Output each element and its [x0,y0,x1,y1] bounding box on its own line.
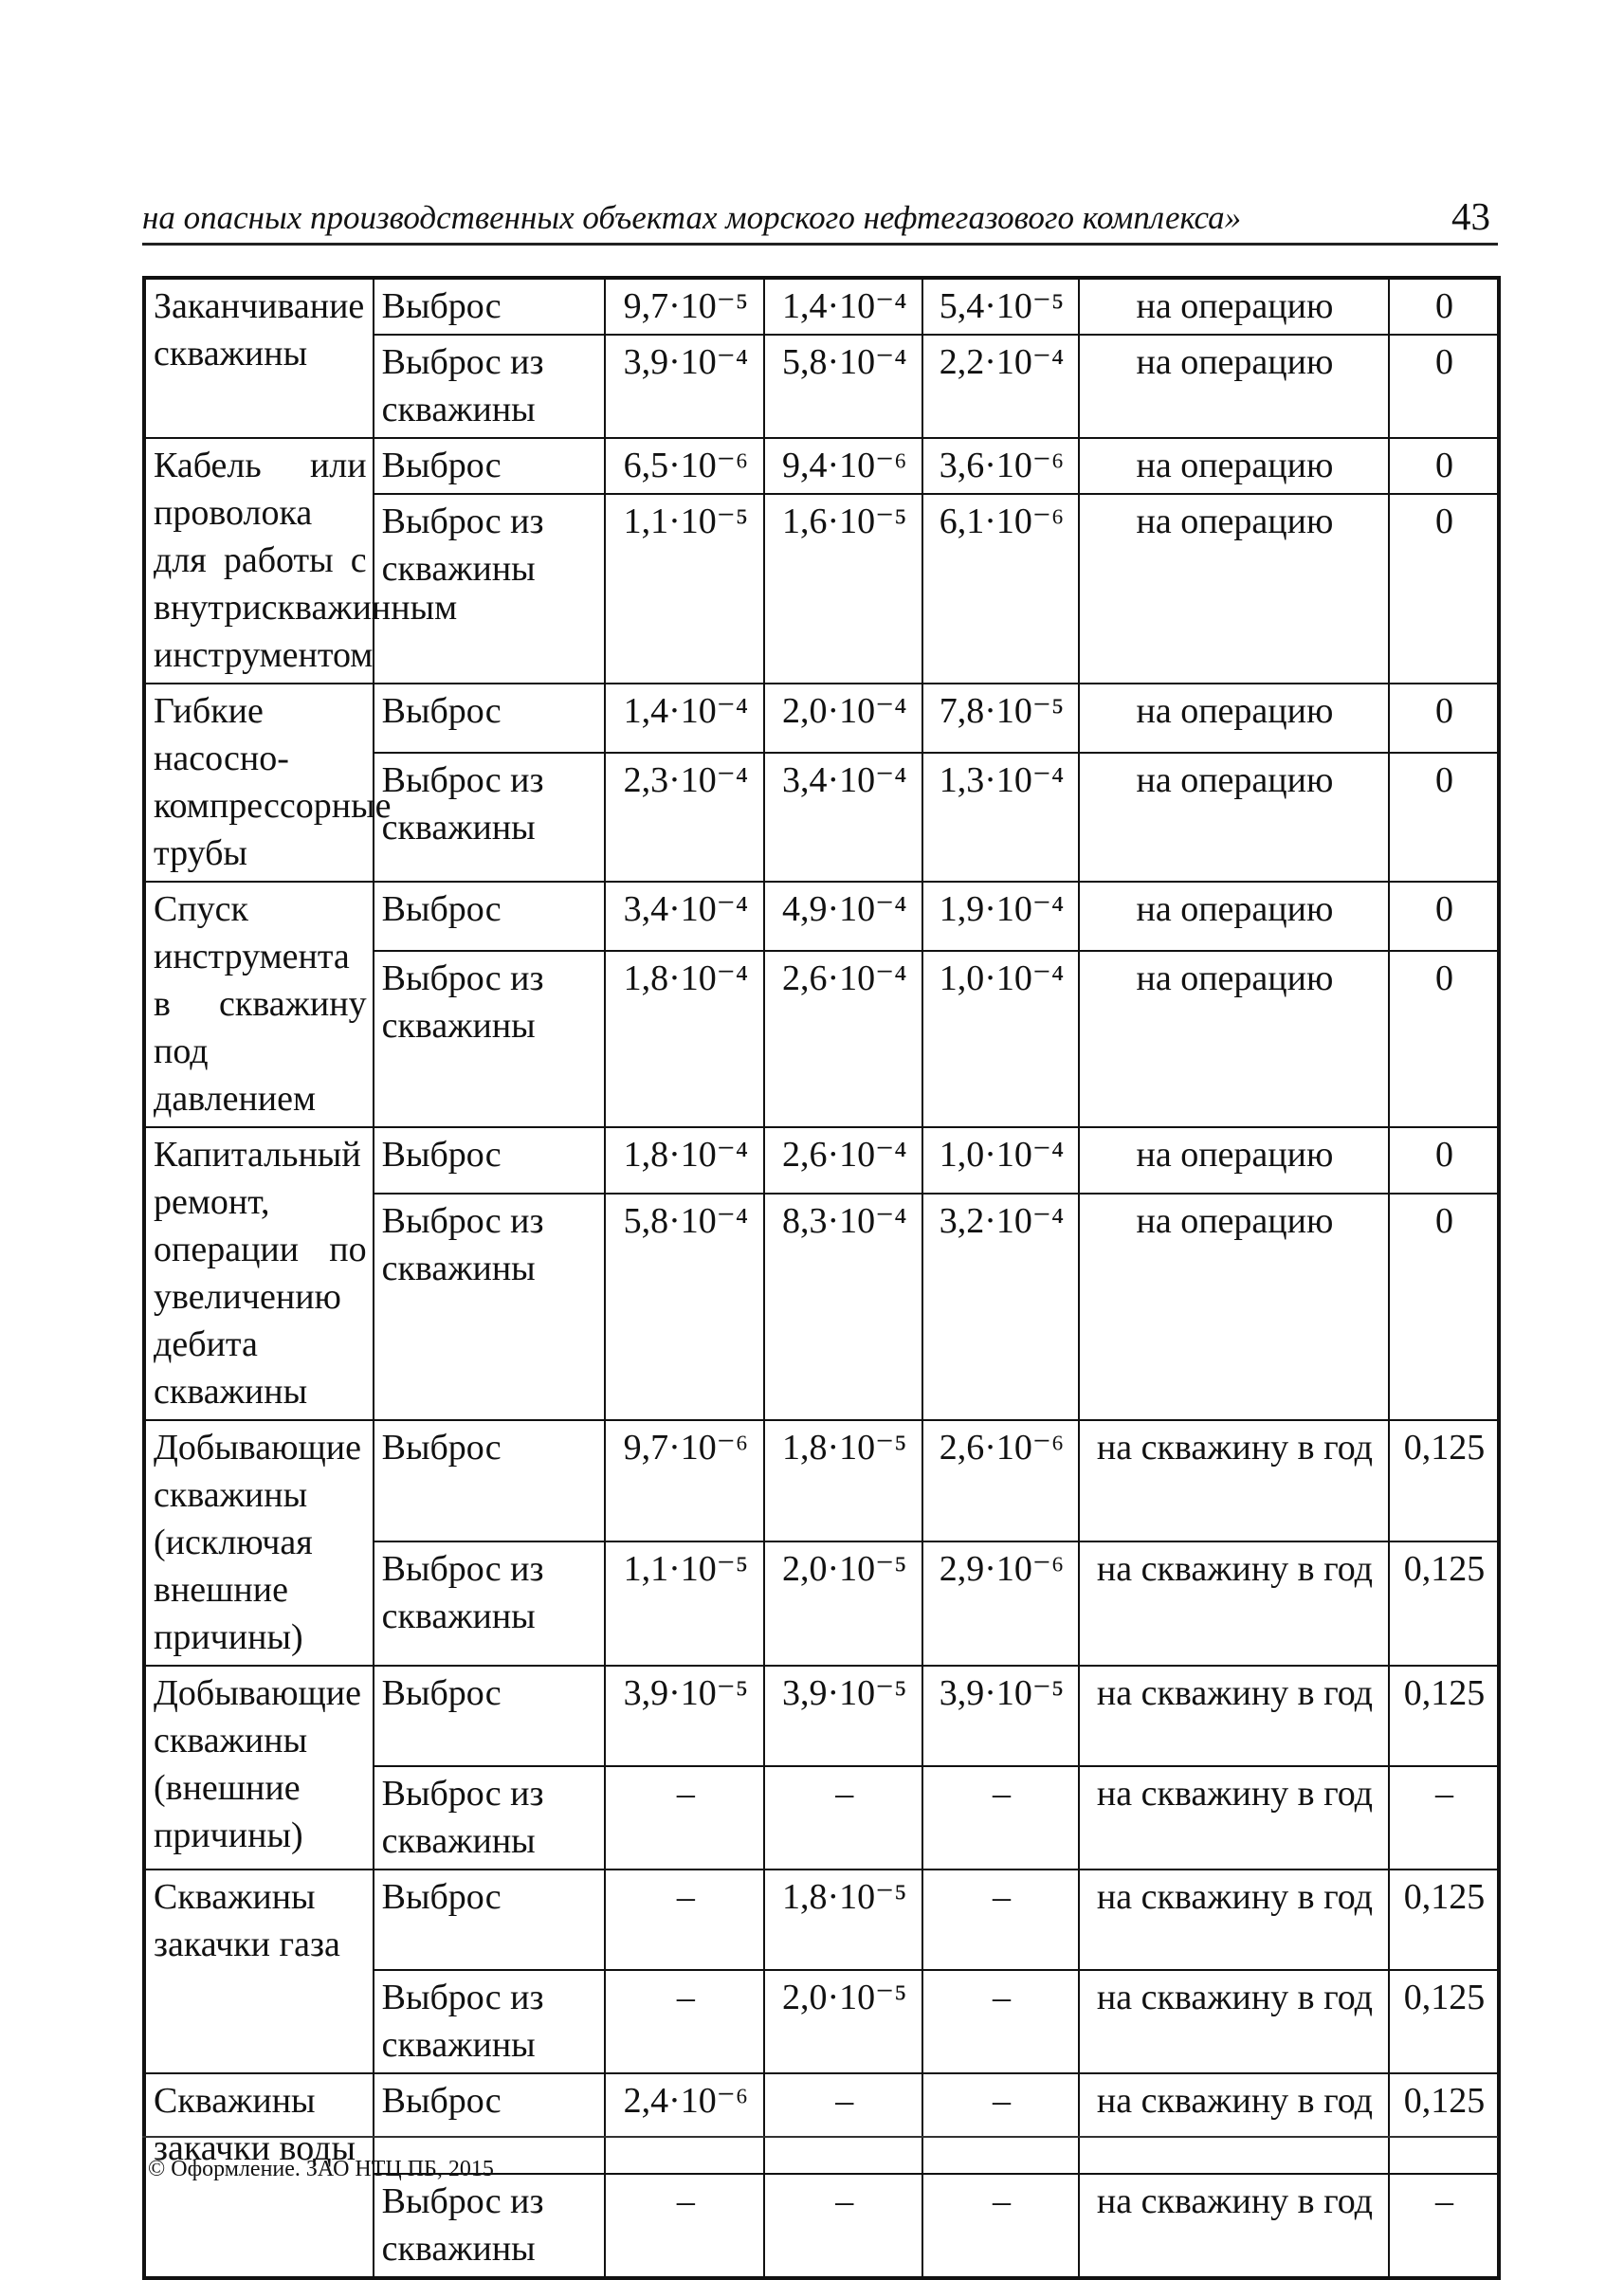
frequency-cell: – [605,2174,764,2278]
factor-cell: 0,125 [1389,1541,1499,1666]
event-cell: Выброс из скважины [374,1766,606,1870]
event-cell: Выброс из скважины [374,1541,606,1666]
event-cell: Выброс из скважины [374,753,606,882]
table-row [144,1420,1499,1541]
operation-cell: Скважины закачки газа [144,1870,374,2073]
table-row [144,1127,1499,1194]
factor-cell: 0,125 [1389,1970,1499,2073]
frequency-cell: – [922,1870,1079,1970]
frequency-cell: 1,9·10⁻⁴ [922,882,1079,951]
unit-cell: на скважину в год [1079,1970,1389,2073]
table-row [144,1870,1499,1970]
factor-cell: 0 [1389,278,1499,335]
event-cell: Выброс [374,1666,606,1766]
factor-cell: – [1389,1766,1499,1870]
factor-cell: 0 [1389,951,1499,1127]
unit-cell: на скважину в год [1079,1420,1389,1541]
page-footer [142,2136,1498,2181]
event-cell: Выброс [374,438,606,494]
event-cell: Выброс из скважины [374,2174,606,2278]
event-cell: Выброс из скважины [374,1970,606,2073]
frequency-cell: 1,8·10⁻⁵ [764,1870,922,1970]
unit-cell: на операцию [1079,1127,1389,1194]
frequency-cell: 2,0·10⁻⁵ [764,1541,922,1666]
factor-cell: 0 [1389,882,1499,951]
unit-cell: на операцию [1079,278,1389,335]
table-row [144,438,1499,494]
unit-cell: на скважину в год [1079,1666,1389,1766]
frequency-cell: 8,3·10⁻⁴ [764,1194,922,1420]
frequency-cell: 1,0·10⁻⁴ [922,1127,1079,1194]
frequency-cell: 1,1·10⁻⁵ [605,494,764,684]
frequency-cell: – [922,2174,1079,2278]
frequency-cell: 4,9·10⁻⁴ [764,882,922,951]
unit-cell: на операцию [1079,882,1389,951]
frequency-cell: 3,9·10⁻⁵ [764,1666,922,1766]
frequency-cell: 3,2·10⁻⁴ [922,1194,1079,1420]
frequency-cell: 3,9·10⁻⁵ [605,1666,764,1766]
operation-cell: Добывающие скважины (исключая внешние причины) [144,1420,374,1666]
unit-cell: на операцию [1079,438,1389,494]
frequency-cell: 2,3·10⁻⁴ [605,753,764,882]
frequency-cell: – [605,1970,764,2073]
frequency-cell: 1,6·10⁻⁵ [764,494,922,684]
frequency-cell: 1,8·10⁻⁴ [605,1127,764,1194]
frequency-cell: 1,4·10⁻⁴ [764,278,922,335]
frequency-cell: 6,1·10⁻⁶ [922,494,1079,684]
table-row [144,882,1499,951]
factor-cell: 0,125 [1389,2073,1499,2174]
unit-cell: на скважину в год [1079,1541,1389,1666]
frequency-cell: 9,7·10⁻⁶ [605,1420,764,1541]
frequency-cell: 5,4·10⁻⁵ [922,278,1079,335]
unit-cell: на скважину в год [1079,2174,1389,2278]
frequency-cell: 1,8·10⁻⁵ [764,1420,922,1541]
factor-cell: 0,125 [1389,1420,1499,1541]
frequency-cell: – [764,2073,922,2174]
event-cell: Выброс [374,278,606,335]
event-cell: Выброс [374,1420,606,1541]
factor-cell: 0 [1389,1194,1499,1420]
unit-cell: на операцию [1079,1194,1389,1420]
operation-cell: Гибкие насосно-компрессорные трубы [144,684,374,882]
frequency-cell: 1,3·10⁻⁴ [922,753,1079,882]
running-header-title: на опасных производственных объектах морского нефтегазового комплекса» [142,199,1242,236]
frequency-cell: 9,7·10⁻⁵ [605,278,764,335]
blowout-frequency-table [142,276,1501,2280]
event-cell: Выброс из скважины [374,1194,606,1420]
unit-cell: на скважину в год [1079,1766,1389,1870]
unit-cell: на операцию [1079,753,1389,882]
frequency-cell: 3,4·10⁻⁴ [605,882,764,951]
event-cell: Выброс из скважины [374,335,606,438]
frequency-cell: 2,0·10⁻⁴ [764,684,922,753]
frequency-cell: 2,6·10⁻⁴ [764,951,922,1127]
event-cell: Выброс [374,1870,606,1970]
frequency-cell: 3,4·10⁻⁴ [764,753,922,882]
frequency-cell: 2,9·10⁻⁶ [922,1541,1079,1666]
frequency-cell: 2,2·10⁻⁴ [922,335,1079,438]
table-row [144,278,1499,335]
frequency-cell: – [605,1766,764,1870]
frequency-cell: – [922,1766,1079,1870]
factor-cell: – [1389,2174,1499,2278]
event-cell: Выброс [374,2073,606,2174]
operation-cell: Кабель или проволока для работы с внутрискважинным инструментом [144,438,374,684]
frequency-cell: 3,6·10⁻⁶ [922,438,1079,494]
operation-cell: Спуск инструмента в скважину под давлением [144,882,374,1127]
unit-cell: на скважину в год [1079,1870,1389,1970]
frequency-cell: 3,9·10⁻⁴ [605,335,764,438]
unit-cell: на операцию [1079,494,1389,684]
operation-cell: Скважины закачки воды [144,2073,374,2278]
factor-cell: 0 [1389,1127,1499,1194]
unit-cell: на операцию [1079,684,1389,753]
event-cell: Выброс [374,1127,606,1194]
factor-cell: 0 [1389,335,1499,438]
frequency-cell: 1,0·10⁻⁴ [922,951,1079,1127]
operation-cell: Добывающие скважины (внешние причины) [144,1666,374,1870]
frequency-cell: 1,8·10⁻⁴ [605,951,764,1127]
frequency-cell: – [922,2073,1079,2174]
frequency-cell: 2,4·10⁻⁶ [605,2073,764,2174]
event-cell: Выброс [374,684,606,753]
table-row [144,1666,1499,1766]
operation-cell: Капитальный ремонт, операции по увеличению дебита скважины [144,1127,374,1420]
page-number: 43 [1451,194,1490,238]
frequency-cell: – [922,1970,1079,2073]
factor-cell: 0 [1389,494,1499,684]
factor-cell: 0 [1389,438,1499,494]
unit-cell: на скважину в год [1079,2073,1389,2174]
frequency-cell: – [605,1870,764,1970]
frequency-cell: 3,9·10⁻⁵ [922,1666,1079,1766]
frequency-cell: 5,8·10⁻⁴ [605,1194,764,1420]
event-cell: Выброс из скважины [374,951,606,1127]
frequency-cell: 2,6·10⁻⁶ [922,1420,1079,1541]
frequency-cell: 9,4·10⁻⁶ [764,438,922,494]
frequency-cell: 6,5·10⁻⁶ [605,438,764,494]
factor-cell: 0 [1389,753,1499,882]
factor-cell: 0,125 [1389,1666,1499,1766]
frequency-cell: 1,1·10⁻⁵ [605,1541,764,1666]
page-header [142,195,1498,246]
frequency-cell: – [764,2174,922,2278]
table-row [144,684,1499,753]
frequency-cell: 2,6·10⁻⁴ [764,1127,922,1194]
factor-cell: 0,125 [1389,1870,1499,1970]
frequency-cell: 2,0·10⁻⁵ [764,1970,922,2073]
copyright-footer: © Оформление. ЗАО НТЦ ПБ, 2015 [148,2157,494,2181]
frequency-cell: 7,8·10⁻⁵ [922,684,1079,753]
event-cell: Выброс [374,882,606,951]
frequency-cell: 5,8·10⁻⁴ [764,335,922,438]
unit-cell: на операцию [1079,951,1389,1127]
factor-cell: 0 [1389,684,1499,753]
operation-cell: Заканчивание скважины [144,278,374,438]
frequency-cell: – [764,1766,922,1870]
frequency-cell: 1,4·10⁻⁴ [605,684,764,753]
event-cell: Выброс из скважины [374,494,606,684]
unit-cell: на операцию [1079,335,1389,438]
